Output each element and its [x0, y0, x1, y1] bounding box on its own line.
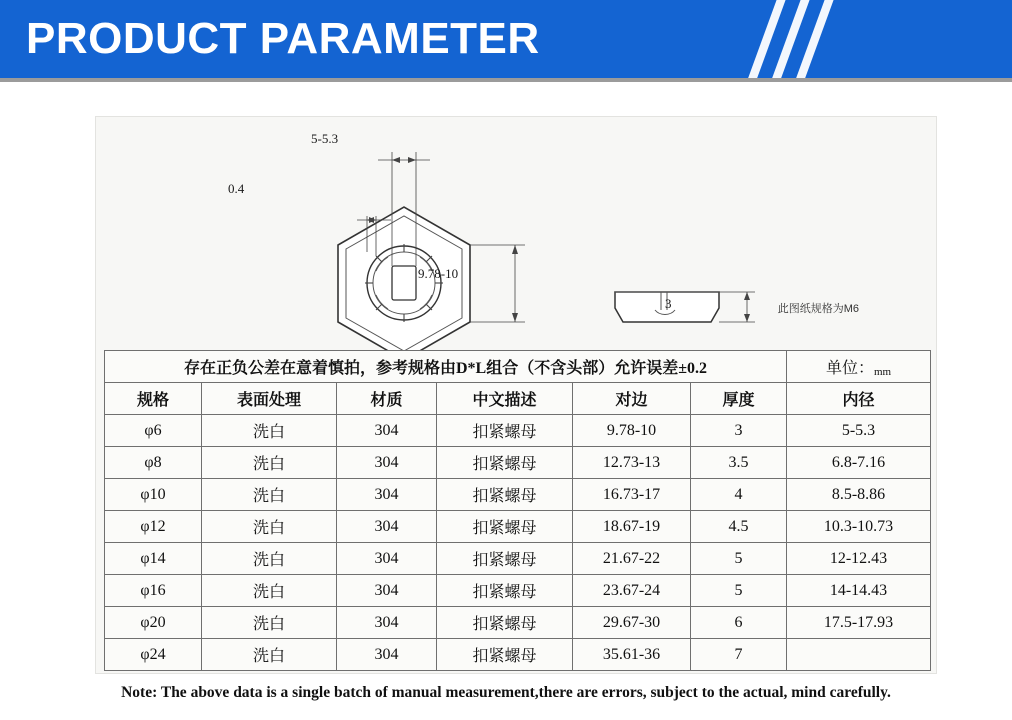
- cell-spec: φ16: [105, 575, 202, 607]
- table-row: [105, 511, 931, 543]
- banner-text: 存在正负公差在意着慎拍，参考规格由D*L组合（不含头部）允许误差±0.2: [105, 351, 787, 383]
- dim-height: 3: [665, 296, 672, 311]
- spec-table: [104, 350, 931, 671]
- unit-label: 单位：: [825, 360, 874, 377]
- cell-across-flats: 16.73-17: [573, 479, 691, 511]
- cell-material: 304: [337, 607, 437, 639]
- cell-across-flats: 35.61-36: [573, 639, 691, 671]
- drawing-caption: 此图纸规格为M6: [777, 303, 859, 315]
- cell-material: 304: [337, 511, 437, 543]
- table-row: [105, 479, 931, 511]
- cell-description: 扣紧螺母: [437, 543, 573, 575]
- cell-thickness: 4: [691, 479, 787, 511]
- cell-inner-diameter: 5-5.3: [787, 415, 931, 447]
- dim-tooth-thickness: 0.4: [228, 181, 245, 196]
- dim-across-flats: 9.78-10: [418, 266, 459, 281]
- column-header-description: 中文描述: [437, 383, 573, 415]
- cell-inner-diameter: 6.8-7.16: [787, 447, 931, 479]
- cell-material: 304: [337, 479, 437, 511]
- cell-across-flats: 23.67-24: [573, 575, 691, 607]
- cell-material: 304: [337, 639, 437, 671]
- cell-thickness: 7: [691, 639, 787, 671]
- cell-inner-diameter: 14-14.43: [787, 575, 931, 607]
- spec-table-wrapper: [104, 350, 930, 671]
- cell-thickness: 6: [691, 607, 787, 639]
- cell-description: 扣紧螺母: [437, 415, 573, 447]
- content-area: [0, 78, 1012, 678]
- cell-finish: 洗白: [202, 479, 337, 511]
- table-header-row: [105, 383, 931, 415]
- cell-across-flats: 18.67-19: [573, 511, 691, 543]
- column-header-material: 材质: [337, 383, 437, 415]
- page-header: [0, 0, 1012, 78]
- cell-description: 扣紧螺母: [437, 607, 573, 639]
- table-banner-row: [105, 351, 931, 383]
- table-row: [105, 543, 931, 575]
- column-header-thickness: 厚度: [691, 383, 787, 415]
- cell-inner-diameter: 10.3-10.73: [787, 511, 931, 543]
- cell-across-flats: 21.67-22: [573, 543, 691, 575]
- cell-material: 304: [337, 543, 437, 575]
- column-header-inner-diameter: 内径: [787, 383, 931, 415]
- cell-finish: 洗白: [202, 447, 337, 479]
- cell-across-flats: 29.67-30: [573, 607, 691, 639]
- cell-spec: φ14: [105, 543, 202, 575]
- cell-description: 扣紧螺母: [437, 511, 573, 543]
- column-header-across-flats: 对边: [573, 383, 691, 415]
- table-row: [105, 639, 931, 671]
- cell-spec: φ8: [105, 447, 202, 479]
- footer-note: Note: The above data is a single batch of manual measurement,there are errors, subject to the actual, mind carefully.: [121, 684, 891, 701]
- cell-material: 304: [337, 415, 437, 447]
- cell-finish: 洗白: [202, 575, 337, 607]
- technical-drawing: [95, 116, 937, 351]
- cell-thickness: 3: [691, 415, 787, 447]
- table-row: [105, 447, 931, 479]
- table-row: [105, 575, 931, 607]
- cell-spec: φ10: [105, 479, 202, 511]
- unit-cell: [787, 351, 931, 383]
- unit-value: mm: [873, 366, 892, 378]
- cell-spec: φ6: [105, 415, 202, 447]
- cell-finish: 洗白: [202, 639, 337, 671]
- cell-finish: 洗白: [202, 415, 337, 447]
- cell-spec: φ12: [105, 511, 202, 543]
- cell-thickness: 5: [691, 543, 787, 575]
- table-row: [105, 415, 931, 447]
- cell-description: 扣紧螺母: [437, 575, 573, 607]
- cell-inner-diameter: 8.5-8.86: [787, 479, 931, 511]
- decorative-stripes: [752, 0, 882, 78]
- cell-finish: 洗白: [202, 543, 337, 575]
- column-header-finish: 表面处理: [202, 383, 337, 415]
- table-row: [105, 607, 931, 639]
- cell-finish: 洗白: [202, 511, 337, 543]
- cell-description: 扣紧螺母: [437, 447, 573, 479]
- cell-across-flats: 12.73-13: [573, 447, 691, 479]
- cell-thickness: 5: [691, 575, 787, 607]
- cell-spec: φ24: [105, 639, 202, 671]
- cell-description: 扣紧螺母: [437, 639, 573, 671]
- dim-inner-width: 5-5.3: [311, 131, 339, 146]
- column-header-spec: 规格: [105, 383, 202, 415]
- cell-spec: φ20: [105, 607, 202, 639]
- cell-thickness: 4.5: [691, 511, 787, 543]
- cell-inner-diameter: [787, 639, 931, 671]
- cell-inner-diameter: 17.5-17.93: [787, 607, 931, 639]
- cell-finish: 洗白: [202, 607, 337, 639]
- cell-thickness: 3.5: [691, 447, 787, 479]
- cell-across-flats: 9.78-10: [573, 415, 691, 447]
- cell-material: 304: [337, 575, 437, 607]
- cell-material: 304: [337, 447, 437, 479]
- page-title: PRODUCT PARAMETER: [26, 14, 540, 63]
- cell-inner-diameter: 12-12.43: [787, 543, 931, 575]
- cell-description: 扣紧螺母: [437, 479, 573, 511]
